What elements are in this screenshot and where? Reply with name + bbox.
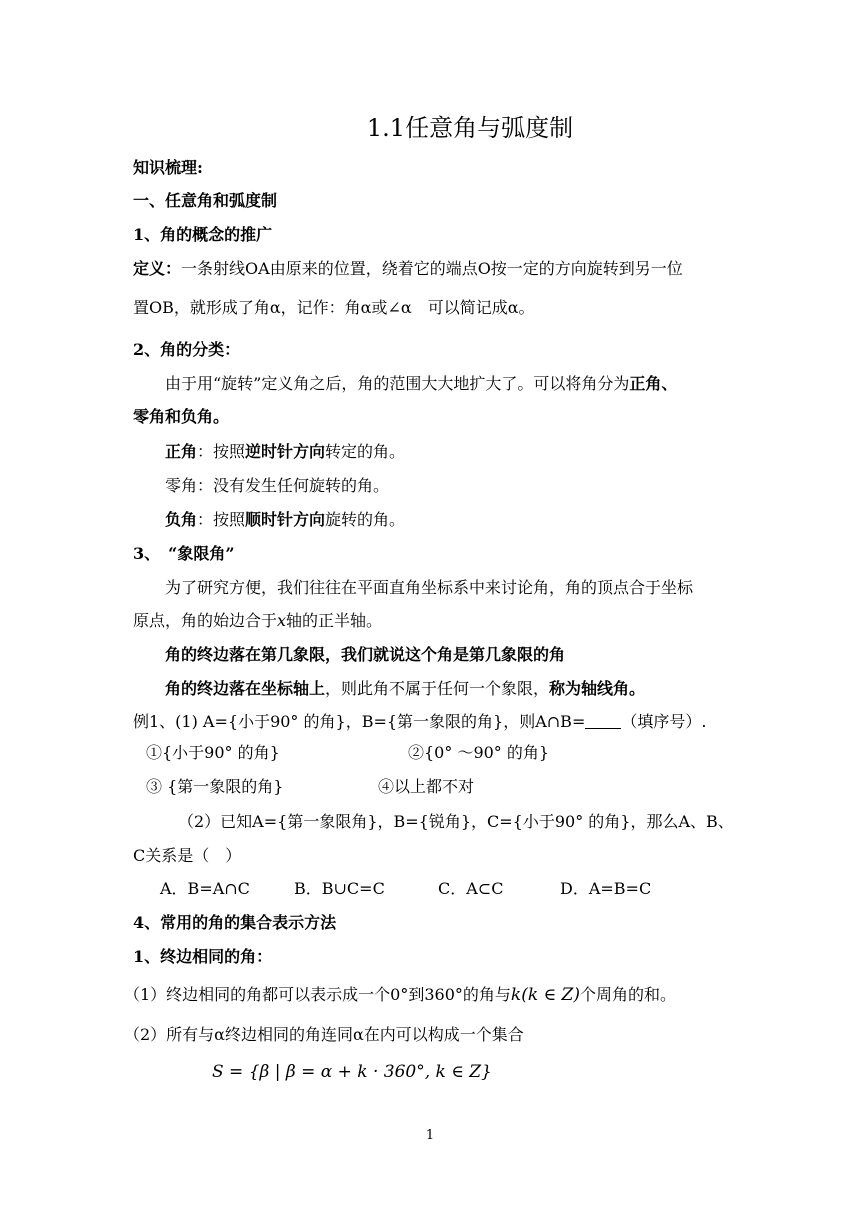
section-heading-1: 一、任意角和弧度制 bbox=[133, 191, 278, 210]
axis-text-b: ，则此角不属于任何一个象限， bbox=[325, 679, 550, 698]
quadrant-text-b: 轴的正半轴。 bbox=[286, 611, 383, 630]
negative-angle-direction: 顺时针方向 bbox=[245, 510, 326, 529]
subheading-concept: 1、角的概念的推广 bbox=[133, 225, 273, 244]
negative-angle-label: 负角 bbox=[165, 510, 198, 529]
definition-line-2: 置OB，就形成了角α，记作：角α或∠α 可以简记成α。 bbox=[133, 298, 535, 317]
coterminal-text-b: 个周角的和。 bbox=[579, 985, 676, 1004]
definition-text-1: 一条射线OA由原来的位置，绕着它的端点O按一定的方向旋转到另一位 bbox=[181, 259, 683, 278]
positive-angle-direction: 逆时针方向 bbox=[245, 442, 326, 461]
quadrant-line-1: 为了研究方便，我们往往在平面直角坐标系中来讨论角，角的顶点合于坐标 bbox=[165, 578, 694, 597]
quadrant-definition: 角的终边落在第几象限，我们就说这个角是第几象限的角 bbox=[165, 645, 566, 664]
choice-c: C．A⊂C bbox=[438, 879, 504, 898]
coterminal-line-1 bbox=[124, 984, 676, 1006]
example-1-text: 例1、(1) A={小于90° 的角}，B={第一象限的角}，则A∩B= bbox=[133, 712, 586, 731]
positive-angle-text-c: 转定的角。 bbox=[325, 442, 406, 461]
example-2-line-1: （2）已知A={第一象限角}，B={锐角}，C={小于90° 的角}，那么A、B、 bbox=[178, 812, 734, 831]
page-number: 1 bbox=[425, 1128, 435, 1143]
x-variable: x bbox=[277, 611, 287, 630]
positive-angle-line bbox=[165, 441, 405, 463]
choice-b: B．B∪C=C bbox=[294, 879, 385, 898]
example-2-line-2: C关系是（ ） bbox=[133, 846, 242, 865]
subheading-quadrant: 3、 “象限角” bbox=[133, 544, 235, 563]
axis-text-c: 称为轴线角。 bbox=[549, 679, 646, 698]
option-1: ①{小于90° 的角} bbox=[146, 743, 280, 762]
negative-angle-line bbox=[165, 509, 405, 531]
option-2: ②{0° ～90° 的角} bbox=[408, 743, 550, 762]
choice-a: A．B=A∩C bbox=[160, 879, 250, 898]
definition-line-1 bbox=[133, 258, 683, 280]
negative-angle-text-c: 旋转的角。 bbox=[325, 510, 406, 529]
zero-angle-line: 零角：没有发生任何旋转的角。 bbox=[165, 476, 390, 495]
example-1-text-end: （填序号）. bbox=[621, 712, 707, 731]
answer-blank bbox=[585, 712, 621, 729]
set-formula: S = {β | β = α + k · 360°, k ∈ Z} bbox=[212, 1062, 492, 1082]
example-1-line bbox=[133, 711, 706, 733]
classification-line-1 bbox=[165, 373, 677, 395]
classification-line-2: 零角和负角。 bbox=[133, 407, 230, 426]
coterminal-text-a: （1）终边相同的角都可以表示成一个0°到360°的角与 bbox=[124, 985, 511, 1004]
quadrant-line-2 bbox=[133, 610, 382, 632]
subheading-coterminal: 1、终边相同的角： bbox=[133, 947, 273, 966]
definition-label: 定义： bbox=[133, 259, 182, 278]
choice-d: D．A=B=C bbox=[560, 879, 652, 898]
classification-text: 由于用“旋转”定义角之后，角的范围大大地扩大了。可以将角分为 bbox=[165, 374, 630, 393]
coterminal-line-2: （2）所有与α终边相同的角连同α在内可以构成一个集合 bbox=[124, 1025, 524, 1044]
positive-angle-label: 正角 bbox=[165, 442, 198, 461]
subheading-classification: 2、角的分类： bbox=[133, 340, 241, 359]
quadrant-text-a: 原点，角的始边合于 bbox=[133, 611, 278, 630]
option-4: ④以上都不对 bbox=[378, 777, 475, 796]
subheading-set-notation: 4、常用的角的集合表示方法 bbox=[133, 913, 337, 932]
knowledge-heading: 知识梳理: bbox=[133, 158, 203, 177]
classification-bold: 正角、 bbox=[629, 374, 678, 393]
page-title: 1.1任意角与弧度制 bbox=[366, 114, 574, 142]
negative-angle-text-a: ：按照 bbox=[197, 510, 246, 529]
axis-text-a: 角的终边落在坐标轴上 bbox=[165, 679, 326, 698]
positive-angle-text-a: ：按照 bbox=[197, 442, 246, 461]
option-3: ③ {第一象限的角} bbox=[146, 777, 284, 796]
axis-angle-line bbox=[165, 678, 645, 700]
k-in-z: k(k ∈ Z) bbox=[510, 985, 580, 1005]
